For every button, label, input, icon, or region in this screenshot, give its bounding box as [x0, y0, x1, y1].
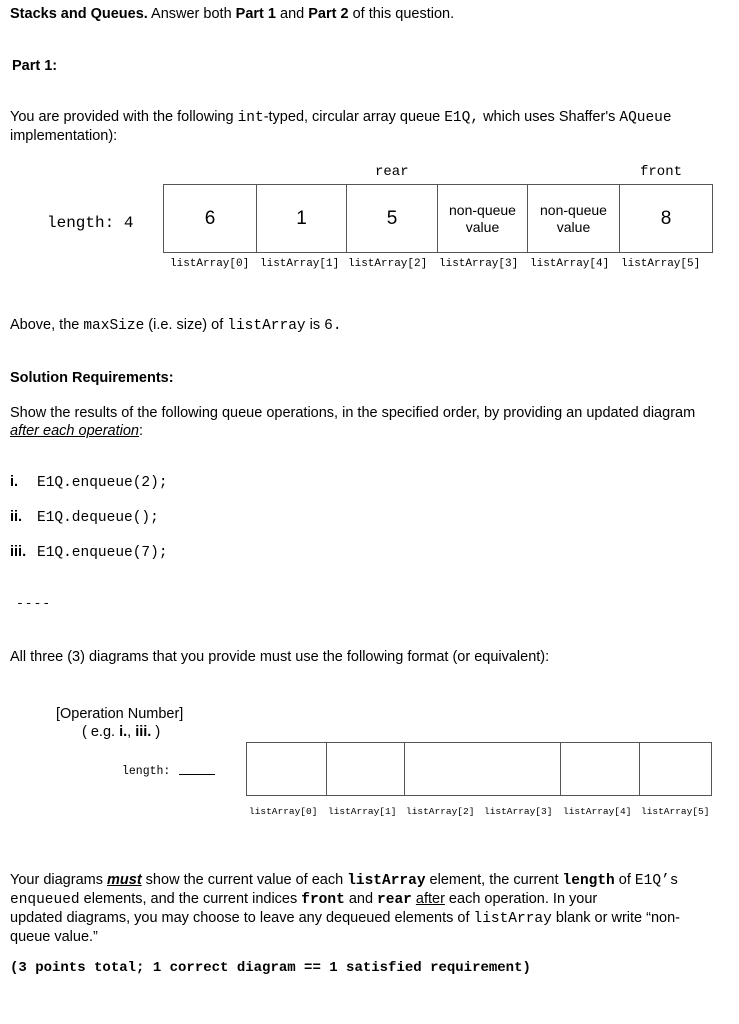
operation-number: i.: [10, 474, 19, 490]
maxsize-sentence: [10, 317, 342, 334]
array-cell: 1: [257, 185, 347, 252]
solution-text: Show the results of the following queue operations, in the specified order, by providing an updated diagram: [10, 405, 696, 421]
array-cell: 5: [347, 185, 438, 252]
closing-text: queue value.”: [10, 929, 98, 945]
array-index-label: listArray[1]: [260, 258, 340, 270]
intro-text: which uses Shaffer's: [479, 109, 620, 125]
closing-after: after: [415, 891, 445, 907]
code-listarray: listArray: [227, 318, 306, 334]
closing-text: Your diagrams: [10, 872, 107, 888]
points-note: (3 points total; 1 correct diagram == 1 satisfied requirement): [10, 960, 531, 976]
closing-text: show the current value of each: [141, 872, 348, 888]
example-iii: iii.: [135, 724, 152, 740]
array-index-label: listArray[4]: [530, 258, 610, 270]
template-array-cell: [247, 743, 327, 795]
header-text: Answer both: [147, 6, 236, 22]
operation-number-label: [Operation Number]: [56, 706, 184, 722]
operation-example: [82, 724, 160, 740]
template-index-label: listArray[4]: [563, 806, 632, 817]
front-label: front: [640, 164, 683, 180]
template-array-cell: [327, 743, 405, 795]
maxsize-text: is: [305, 317, 325, 333]
operation-item: [10, 544, 168, 561]
template-index-label: listArray[5]: [641, 806, 710, 817]
code-listarray: listArray: [347, 873, 426, 889]
code-e1q: E1Q’s: [634, 873, 679, 889]
header-part2: Part 2: [308, 6, 349, 22]
array-index-label: listArray[5]: [621, 258, 701, 270]
code-aqueue: AQueue: [619, 110, 672, 126]
solution-emphasis: after each operation: [10, 423, 139, 439]
template-array-cell: [405, 743, 561, 795]
code-e1q: E1Q,: [444, 110, 480, 126]
template-index-label: listArray[3]: [484, 806, 553, 817]
question-header: [10, 6, 454, 22]
format-intro: All three (3) diagrams that you provide must use the following format (or equivalent):: [10, 649, 550, 665]
header-title: Stacks and Queues.: [10, 6, 148, 22]
array-cell: non-queue value: [528, 185, 620, 252]
array-index-label: listArray[2]: [348, 258, 428, 270]
closing-text: blank or write “non-: [551, 910, 680, 926]
closing-text: each operation. In your: [444, 891, 598, 907]
header-text: and: [275, 6, 309, 22]
code-front: front: [301, 892, 345, 908]
queue-array-diagram: [163, 184, 713, 253]
closing-must: must: [107, 872, 142, 888]
code-listarray: listArray: [473, 911, 552, 927]
separator: ----: [16, 596, 52, 611]
closing-text: updated diagrams, you may choose to leave any dequeued elements of: [10, 910, 474, 926]
rear-label: rear: [375, 164, 409, 180]
operation-code: E1Q.dequeue();: [37, 510, 159, 526]
closing-text: and: [344, 891, 378, 907]
solution-text: :: [138, 423, 144, 439]
operation-item: [10, 474, 168, 491]
array-cell: 6: [164, 185, 257, 252]
operation-code: E1Q.enqueue(2);: [37, 475, 168, 491]
operation-code: E1Q.enqueue(7);: [37, 545, 168, 561]
intro-text: implementation):: [10, 128, 118, 144]
closing-paragraph: [10, 871, 735, 946]
intro-text: You are provided with the following: [10, 109, 238, 125]
example-i: i.: [119, 724, 128, 740]
code-six: 6.: [324, 318, 342, 334]
closing-text: element, the current: [425, 872, 563, 888]
maxsize-text: (i.e. size) of: [144, 317, 228, 333]
array-cell: 8: [660, 207, 672, 229]
part1-label: Part 1:: [12, 58, 58, 74]
template-length-label: length:: [122, 765, 171, 778]
example-text: ( e.g.: [82, 724, 120, 740]
closing-text: of: [614, 872, 635, 888]
example-text: ): [151, 724, 161, 740]
template-index-label: listArray[2]: [406, 806, 475, 817]
code-rear: rear: [377, 892, 412, 908]
template-index-label: listArray[1]: [328, 806, 397, 817]
intro-paragraph: [10, 108, 725, 145]
maxsize-text: Above, the: [10, 317, 84, 333]
code-length: length: [562, 873, 615, 889]
code-enqueued: enqueued: [10, 892, 80, 908]
array-index-label: listArray[0]: [170, 258, 250, 270]
operation-number: iii.: [10, 544, 27, 560]
solution-paragraph: [10, 404, 725, 440]
code-int: int: [237, 110, 264, 126]
template-array-cell: [640, 743, 711, 795]
code-maxsize: maxSize: [83, 318, 145, 334]
template-array-diagram: [246, 742, 712, 796]
header-part1: Part 1: [235, 6, 276, 22]
intro-text: -typed, circular array queue: [263, 109, 445, 125]
array-cell: non-queue value: [438, 185, 528, 252]
template-index-label: listArray[0]: [249, 806, 318, 817]
array-index-label: listArray[3]: [439, 258, 519, 270]
closing-text: elements, and the current indices: [79, 891, 302, 907]
template-array-cell: [561, 743, 640, 795]
length-label: length: 4: [47, 214, 134, 232]
operation-item: [10, 509, 159, 526]
header-text: of this question.: [348, 6, 455, 22]
operation-number: ii.: [10, 509, 23, 525]
solution-heading: Solution Requirements:: [10, 370, 174, 386]
length-blank: [179, 774, 215, 775]
example-text: ,: [127, 724, 136, 740]
